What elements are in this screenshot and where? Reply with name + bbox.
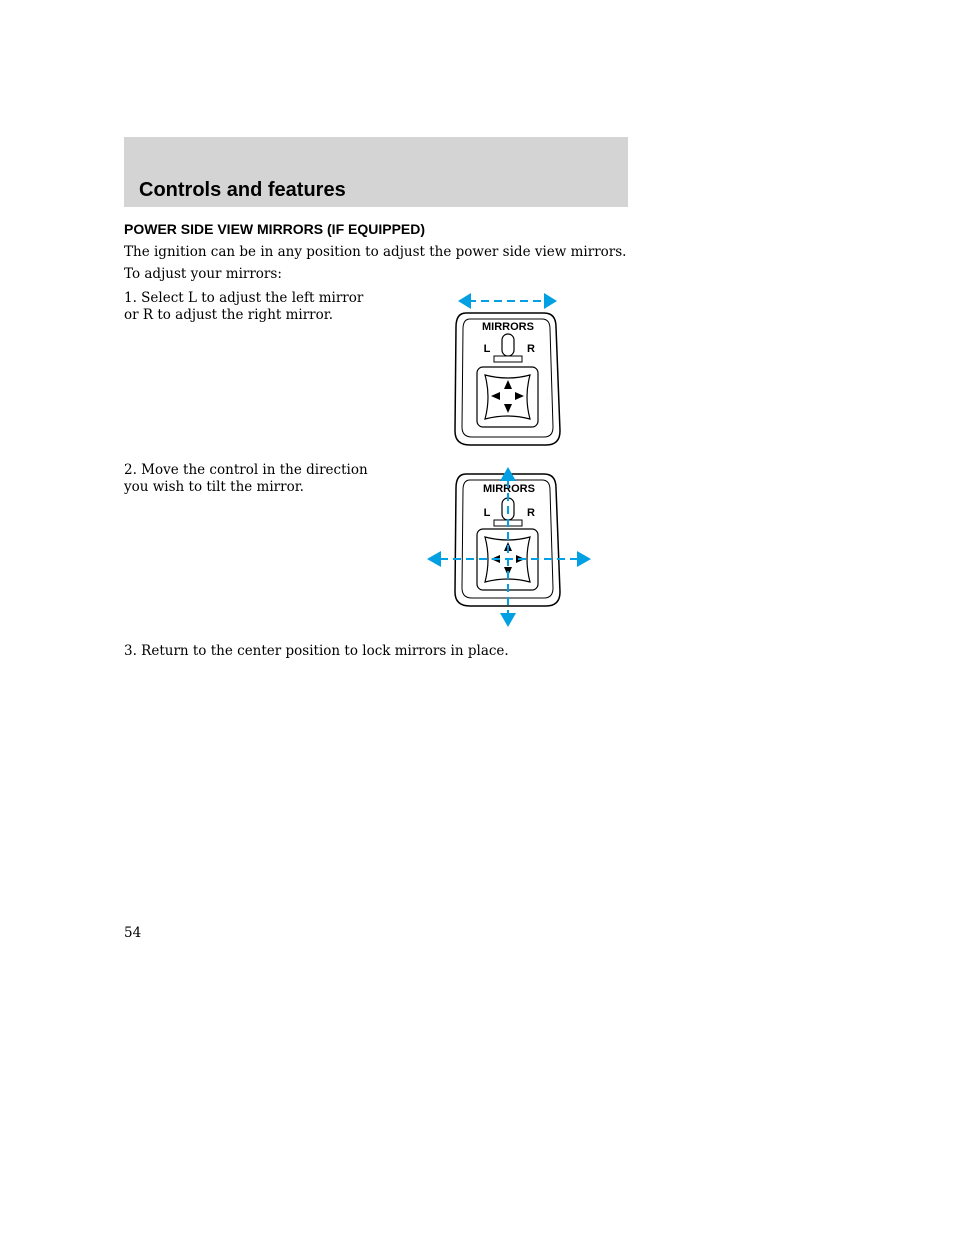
mirrors-label: MIRRORS xyxy=(483,483,535,495)
instructions-lead: To adjust your mirrors: xyxy=(124,266,282,282)
mirror-selector-figure xyxy=(440,285,580,450)
mirrors-label: MIRRORS xyxy=(482,321,534,333)
selector-base xyxy=(494,356,522,362)
left-label: L xyxy=(483,343,491,355)
lr-selector-switch xyxy=(502,334,514,356)
step-1-line-2: or R to adjust the right mirror. xyxy=(124,307,334,323)
step-1-line-1: 1. Select L to adjust the left mirror xyxy=(124,290,364,306)
page-number: 54 xyxy=(124,925,142,941)
page-title: Controls and features xyxy=(139,179,346,201)
right-label: R xyxy=(527,343,535,355)
step-1 xyxy=(124,290,363,324)
mirror-control-panel xyxy=(455,313,560,445)
step-2-line-1: 2. Move the control in the direction xyxy=(124,462,368,478)
intro-paragraph: The ignition can be in any position to adjust the power side view mirrors. xyxy=(124,244,627,260)
step-2-line-2: you wish to tilt the mirror. xyxy=(124,479,304,495)
step-2 xyxy=(124,462,368,496)
lr-direction-arrow xyxy=(458,293,557,309)
right-label: R xyxy=(527,507,535,519)
step-3: 3. Return to the center position to lock mirrors in place. xyxy=(124,643,509,659)
left-label: L xyxy=(483,507,491,519)
section-heading: POWER SIDE VIEW MIRRORS (IF EQUIPPED) xyxy=(124,221,426,237)
mirror-tilt-figure xyxy=(420,462,600,632)
